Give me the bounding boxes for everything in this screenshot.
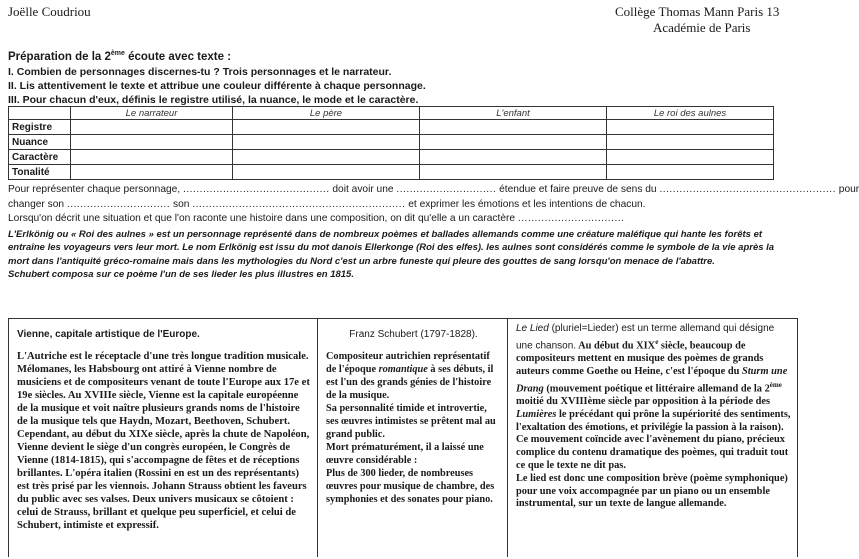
- table-cell[interactable]: [71, 135, 233, 150]
- blank-4[interactable]: ...............................: [66, 199, 171, 210]
- blank-6[interactable]: ................................: [517, 213, 625, 224]
- table-cell[interactable]: [233, 165, 420, 180]
- table-cell[interactable]: [420, 150, 607, 165]
- column-header-narrateur: Le narrateur: [71, 107, 233, 120]
- blank-3[interactable]: .....................................................: [659, 184, 836, 195]
- table-corner: [9, 107, 71, 120]
- row-label-registre: Registre: [9, 120, 71, 135]
- table-cell[interactable]: [420, 135, 607, 150]
- row-label-caractere: Caractère: [9, 150, 71, 165]
- question-1: I. Combien de personnages discernes-tu ? Trois personnages et le narrateur.: [8, 66, 392, 78]
- schubert-title: Franz Schubert (1797-1828).: [349, 329, 478, 340]
- vienne-title: Vienne, capitale artistique de l'Europe.: [17, 329, 200, 340]
- table-cell[interactable]: [233, 120, 420, 135]
- vienne-text: L'Autriche est le réceptacle d'une très longue tradition musicale. Mélomanes, les Habsbourg ont attiré à Vienne nombre de musiciens et de compositeurs venant de toute l'Europe aux 17e et 19e siècles. Au XVIIIe siècle, Vienne est la capitale européenne de la musique et voit naître plusieurs grands noms de l'histoire de la musique tels que Haydn, Mozart, Beethoven, Schubert. Cependant, au début du XIXe siècle, après la chute de Napoléon, Vienne devient le siège d'un congrès européen, le Congrès de Vienne (1814-1815), qui s'accompagne de fêtes et de réceptions brillantes. L'opéra italien (Rossini en est un des représentants) est très prisé par les viennois. Johann Strauss obtient les faveurs du public avec ses valses. Deux univers musicaux se côtoient : celui de Strauss, brillant et quelque peu superficiel, et celui de Schubert, intimiste et expressif.: [17, 351, 310, 531]
- table-cell[interactable]: [71, 150, 233, 165]
- erlkonig-paragraph: L'Erlkönig ou « Roi des aulnes » est un personnage représenté dans de nombreux poèmes et ballades allemands comme une créature maléfique qui hante les forêts et entraîne les voyageurs vers leur mort. Le nom Erlkönig est issu du mot danois Ellerkonge (Roi des elfes). les aulnes sont considérés comme le symbole de la vie après la mort dans l'antiquité gréco-romaine mais dans les mythologies du Nord c'est un arbre funeste qui pleure des gouttes de sang lorsqu'on menace de l'abattre. Schubert composa sur ce poème l'un de ses lieder les plus illustres en 1815.: [8, 229, 775, 281]
- vienne-column: [8, 318, 318, 557]
- fill-line-1: Pour représenter chaque personnage, ............................................ doit avoir une .............................. étendue et faire preuve de sens du ..................................................... pour: [8, 184, 859, 195]
- table-cell[interactable]: [420, 165, 607, 180]
- question-2: II. Lis attentivement le texte et attribue une couleur différente à chaque personnage.: [8, 80, 426, 92]
- table-cell[interactable]: [607, 120, 774, 135]
- table-row: [9, 135, 774, 150]
- blank-1[interactable]: ............................................: [183, 184, 330, 195]
- lied-text: Le Lied (pluriel=Lieder) est un terme allemand qui désigne une chanson. Au début du XIXe siècle, beaucoup de compositeurs mettent en musique des poèmes de grands auteurs comme Goethe ou Heine, c'est l'époque du Sturm une Drang (mouvement poétique et littéraire allemand de la 2ème moitié du XVIIIème siècle par opposition à la période des Lumières le précédant qui prône la supériorité des sentiments, l'exaltation des émotions, et privilégie la passion à la raison). Ce mouvement coïncide avec l'avènement du piano, précieux complice du contenu dramatique des poèmes, qui traduit tout ce que le texte ne dit pas. Le lied est donc une composition brève (poème symphonique) pour une voix accompagnée par un piano ou un ensemble instrumental, sur un texte de langue allemande.: [516, 323, 791, 510]
- column-header-enfant: L'enfant: [420, 107, 607, 120]
- row-label-nuance: Nuance: [9, 135, 71, 150]
- table-cell[interactable]: [607, 135, 774, 150]
- table-cell[interactable]: [607, 150, 774, 165]
- fill-line-3: Lorsqu'on décrit une situation et que l'on raconte une histoire dans une composition, on dit qu'elle a un caractère ................................: [8, 213, 625, 224]
- fill-line-2: changer son ............................... son ................................................................ et exprimer les émotions et les intentions de chacun.: [8, 199, 646, 210]
- section-title: Préparation de la 2ème écoute avec texte :: [8, 50, 232, 63]
- table-cell[interactable]: [233, 135, 420, 150]
- column-header-roi: Le roi des aulnes: [607, 107, 774, 120]
- analysis-table: [8, 106, 774, 180]
- table-cell[interactable]: [71, 120, 233, 135]
- row-label-tonalite: Tonalité: [9, 165, 71, 180]
- table-cell[interactable]: [607, 165, 774, 180]
- table-cell[interactable]: [420, 120, 607, 135]
- blank-5[interactable]: ................................................................: [192, 199, 406, 210]
- schubert-column: [318, 318, 508, 557]
- school-name: Collège Thomas Mann Paris 13: [615, 4, 780, 19]
- question-3: III. Pour chacun d'eux, définis le registre utilisé, la nuance, le mode et le caractère.: [8, 94, 419, 106]
- column-header-pere: Le père: [233, 107, 420, 120]
- academy-name: Académie de Paris: [653, 20, 751, 35]
- blank-2[interactable]: ..............................: [396, 184, 497, 195]
- author-name: Joëlle Coudriou: [8, 4, 91, 19]
- lied-column: [508, 318, 798, 557]
- table-cell[interactable]: [71, 165, 233, 180]
- table-cell[interactable]: [233, 150, 420, 165]
- schubert-text: Compositeur autrichien représentatif de l'époque romantique à ses débuts, il est l'un des grands génies de l'histoire de la musique. Sa personnalité timide et introvertie, ses œuvres intimistes se prêtent mal au grand public. Mort prématurément, il a laissé une œuvre considérable : Plus de 300 lieder, de nombreuses œuvres pour musique de chambre, des symphonies et des sonates pour piano.: [326, 351, 496, 505]
- table-row: [9, 165, 774, 180]
- table-row: [9, 120, 774, 135]
- table-row: [9, 150, 774, 165]
